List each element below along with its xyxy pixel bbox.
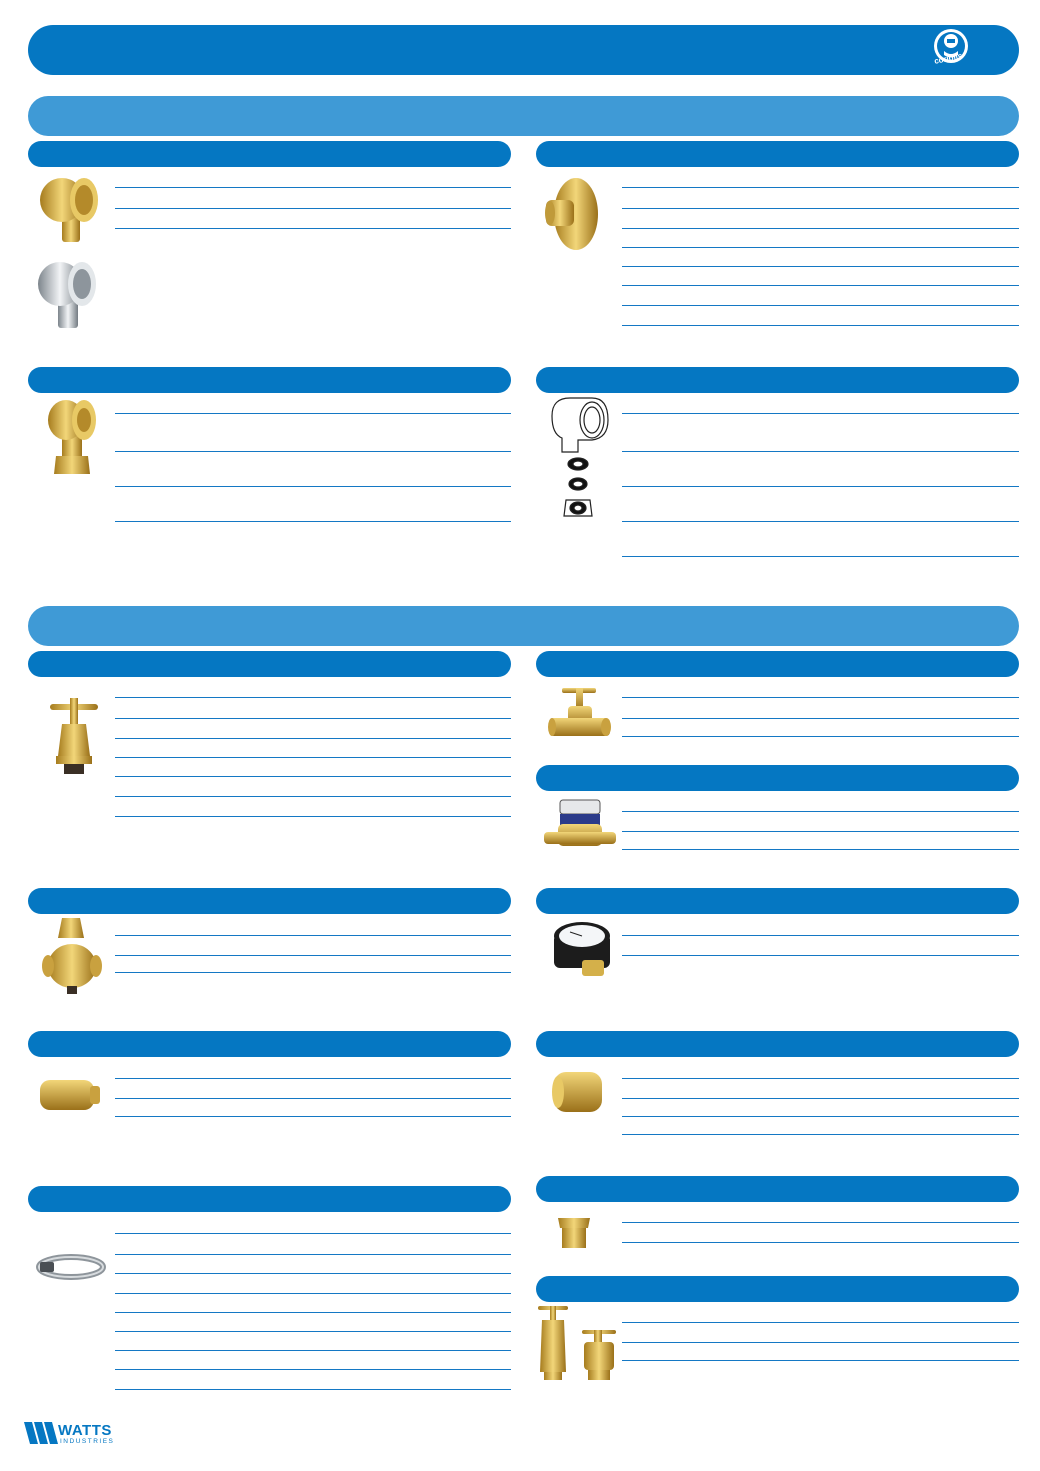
table-rule: [622, 451, 1019, 452]
table-rule: [115, 1331, 511, 1332]
category-header-pressure-reducers: [28, 888, 511, 914]
table-rule: [622, 1222, 1019, 1223]
table-rule: [622, 955, 1019, 956]
table-rule: [115, 187, 511, 188]
table-rule: [115, 955, 511, 956]
category-header-water-meters: [536, 765, 1019, 791]
category-header-elbows-nut: [28, 367, 511, 393]
table-rule: [622, 935, 1019, 936]
section-band-1: [28, 96, 1019, 136]
table-rule: [622, 1242, 1019, 1243]
table-rule: [622, 1078, 1019, 1079]
table-rule: [115, 451, 511, 452]
hose-clamp-icon: [36, 1252, 106, 1282]
table-rule: [115, 1312, 511, 1313]
drain-valves-icon: [536, 1302, 622, 1382]
table-rule: [115, 972, 511, 973]
category-header-wall-plates: [536, 141, 1019, 167]
table-rule: [622, 305, 1019, 306]
brass-wall-elbow-icon: [38, 172, 102, 246]
table-rule: [115, 486, 511, 487]
category-header-drain-valves: [536, 1276, 1019, 1302]
table-rule: [115, 1116, 511, 1117]
pressure-gauge-icon: [552, 920, 618, 980]
watts-logo: [24, 1420, 124, 1448]
category-header-check-valves-short: [536, 1031, 1019, 1057]
category-header-wall-elbows: [28, 141, 511, 167]
table-rule: [115, 935, 511, 936]
table-rule: [115, 1098, 511, 1099]
table-rule: [115, 697, 511, 698]
table-rule: [115, 738, 511, 739]
table-rule: [115, 1273, 511, 1274]
stop-valve-icon: [546, 682, 614, 744]
table-rule: [622, 849, 1019, 850]
section-band-2: [28, 606, 1019, 646]
top-banner: [28, 25, 1019, 75]
table-rule: [115, 1254, 511, 1255]
chrome-wall-elbow-icon: [36, 256, 100, 332]
table-rule: [622, 1134, 1019, 1135]
brass-wall-plate-icon: [542, 176, 606, 252]
tap-head-icon: [46, 696, 102, 778]
coriolis-logo-text: coriolis: [933, 51, 964, 66]
table-rule: [622, 556, 1019, 557]
table-rule: [622, 831, 1019, 832]
table-rule: [622, 413, 1019, 414]
table-rule: [115, 1078, 511, 1079]
table-rule: [622, 208, 1019, 209]
table-rule: [622, 811, 1019, 812]
category-header-tap-heads: [28, 651, 511, 677]
table-rule: [622, 1342, 1019, 1343]
table-rule: [622, 1360, 1019, 1361]
table-rule: [115, 1369, 511, 1370]
table-rule: [622, 266, 1019, 267]
table-rule: [115, 208, 511, 209]
table-rule: [622, 521, 1019, 522]
table-rule: [115, 1293, 511, 1294]
category-header-elbow-kits: [536, 367, 1019, 393]
table-rule: [115, 796, 511, 797]
table-rule: [622, 325, 1019, 326]
table-rule: [115, 718, 511, 719]
brass-elbow-with-nut-icon: [44, 398, 104, 476]
check-valve-short-icon: [548, 1068, 608, 1116]
table-rule: [622, 718, 1019, 719]
table-rule: [622, 1098, 1019, 1099]
check-valve-long-icon: [36, 1074, 104, 1116]
category-header-pressure-gauges: [536, 888, 1019, 914]
elbow-kit-drawing-icon: [548, 394, 612, 526]
table-rule: [622, 697, 1019, 698]
table-rule: [622, 285, 1019, 286]
table-rule: [115, 1350, 511, 1351]
table-rule: [115, 1389, 511, 1390]
category-header-hose-clamps: [28, 1186, 511, 1212]
table-rule: [622, 187, 1019, 188]
table-rule: [115, 757, 511, 758]
table-rule: [622, 486, 1019, 487]
table-rule: [115, 816, 511, 817]
watts-logo-text: WATTS: [58, 1422, 112, 1439]
table-rule: [115, 521, 511, 522]
watts-logo-subtext: INDUSTRIES: [60, 1438, 115, 1445]
brass-plug-icon: [554, 1214, 594, 1250]
table-rule: [622, 247, 1019, 248]
category-header-check-valves: [28, 1031, 511, 1057]
table-rule: [115, 228, 511, 229]
table-rule: [622, 228, 1019, 229]
table-rule: [622, 1116, 1019, 1117]
table-rule: [622, 1322, 1019, 1323]
table-rule: [115, 413, 511, 414]
water-meter-icon: [542, 794, 618, 856]
table-rule: [622, 736, 1019, 737]
pressure-reducer-icon: [40, 914, 104, 996]
table-rule: [115, 1233, 511, 1234]
table-rule: [115, 776, 511, 777]
category-header-plugs: [536, 1176, 1019, 1202]
category-header-stop-valves: [536, 651, 1019, 677]
